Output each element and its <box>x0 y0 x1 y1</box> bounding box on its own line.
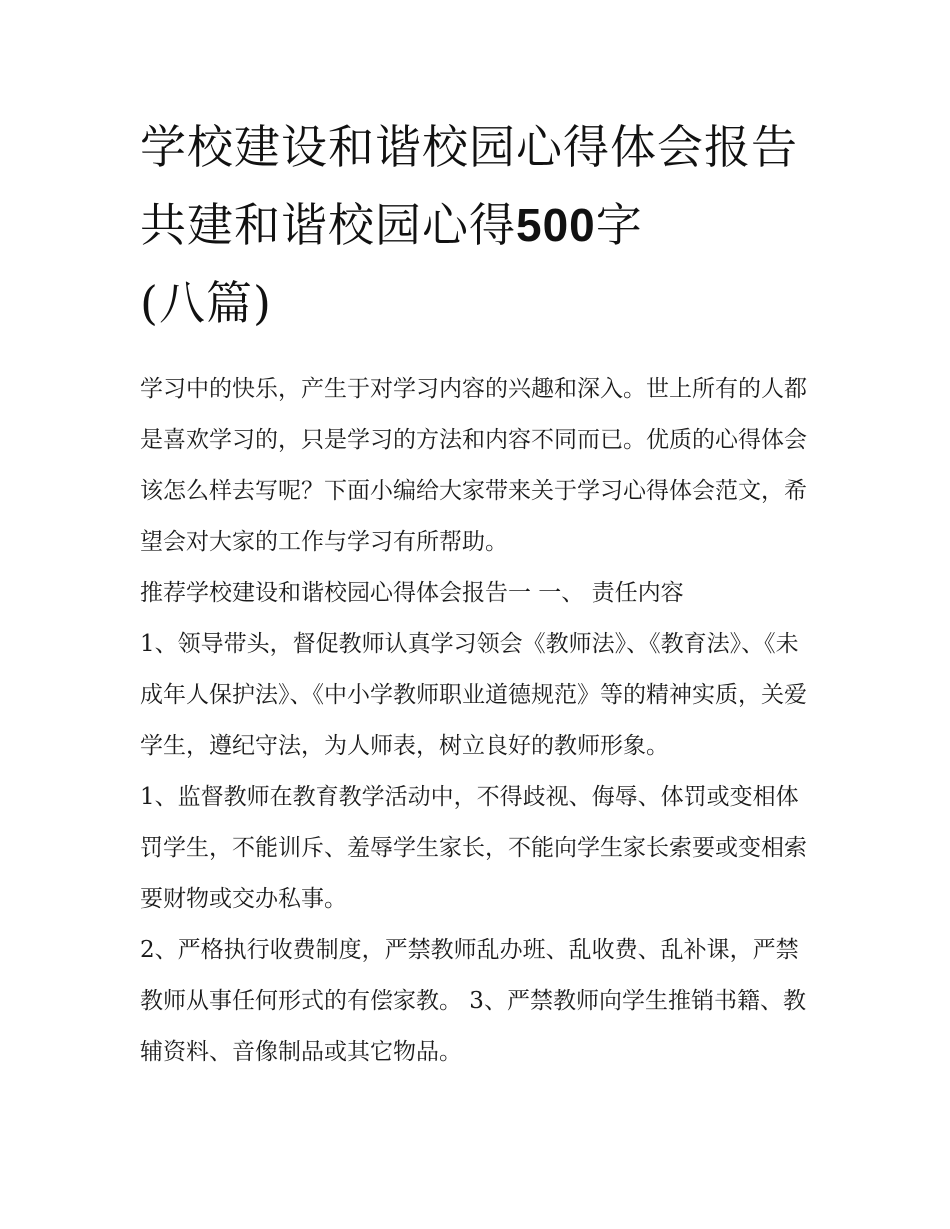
title-text: 学校建设和谐校园心得体会报告 共建和谐校园心得 <box>140 120 798 252</box>
intro-paragraph: 学习中的快乐，产生于对学习内容的兴趣和深入。世上所有的人都是喜欢学习的，只是学习的方法和内容不同而已。优质的心得体会该怎么样去写呢？下面小编给大家带来关于学习心得体会范文，希望会对大家的工作与学习有所帮助。 <box>140 376 807 555</box>
section-heading: 推荐学校建设和谐校园心得体会报告一 一、 责任内容 <box>140 580 684 606</box>
document-title <box>140 108 820 342</box>
title-suffix: 字 <box>595 198 643 252</box>
item-paragraph: 2、严格执行收费制度，严禁教师乱办班、乱收费、乱补课，严禁教师从事任何形式的有偿家教。 3、严禁教师向学生推销书籍、教辅资料、音像制品或其它物品。 <box>140 937 806 1065</box>
document-body <box>140 364 820 1078</box>
item-paragraph: 1、监督教师在教育教学活动中，不得歧视、侮辱、体罚或变相体罚学生，不能训斥、羞辱学生家长，不能向学生家长索要或变相索要财物或交办私事。 <box>140 784 807 912</box>
document-page <box>140 108 820 1078</box>
title-count: (八篇) <box>140 276 272 330</box>
item-paragraph: 1、领导带头，督促教师认真学习领会《教师法》、《教育法》、《未成年人保护法》、《中小学教师职业道德规范》等的精神实质，关爱学生，遵纪守法，为人师表，树立良好的教师形象。 <box>140 631 807 759</box>
title-number: 500 <box>516 199 596 251</box>
